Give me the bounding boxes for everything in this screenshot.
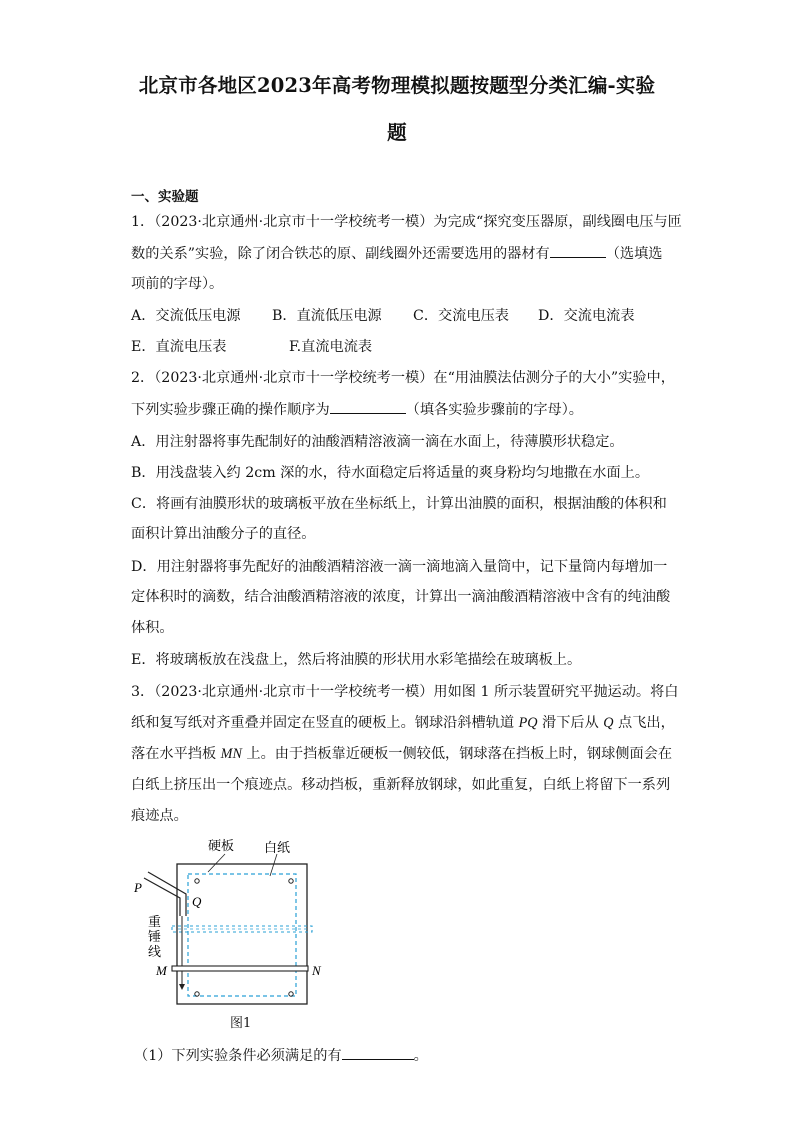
- q1-line-2-tail: （选填选: [605, 246, 663, 262]
- leader-paper: [270, 854, 277, 876]
- var-mn: MN: [220, 746, 242, 762]
- q1-option-f: F.直流电流表: [289, 339, 373, 355]
- q2-line-2-tail: （填各实验步骤前的字母）。: [405, 402, 583, 418]
- title-line-2: 题: [387, 121, 407, 144]
- q2-step-d-line-3: 体积。: [131, 620, 174, 636]
- page-title: [120, 62, 674, 156]
- label-plumb-1: 重: [148, 915, 162, 930]
- title-line-1: 北京市各地区2023年高考物理模拟题按题型分类汇编-实验: [138, 74, 656, 97]
- q3-line-2-c: 点飞出，: [613, 715, 675, 731]
- q3-line-2: [131, 713, 675, 733]
- q1-option-d: D．交流电流表: [538, 308, 635, 324]
- q1-line-1: 1．（2023·北京通州·北京市十一学校统考一模）为完成“探究变压器原，副线圈电压与匝: [131, 214, 682, 230]
- baffle-mn: [172, 966, 308, 971]
- hard-board: [177, 864, 307, 1004]
- q1-answer-blank[interactable]: [550, 243, 606, 258]
- q3-line-2-a: 纸和复写纸对齐重叠并固定在竖直的硬板上。钢球沿斜槽轨道: [131, 715, 519, 731]
- q3-sub-1-blank[interactable]: [342, 1045, 414, 1060]
- q2-step-d-line-1: D．用注射器将事先配好的油酸酒精溶液一滴一滴地滴入量筒中，记下量筒内每增加一: [131, 559, 668, 575]
- incline-track: [144, 878, 180, 916]
- figure-caption: 图1: [230, 1016, 252, 1031]
- q1-line-2: [131, 243, 662, 264]
- label-p: P: [134, 880, 142, 895]
- figure-1-apparatus: [130, 836, 330, 1012]
- q1-option-b: B．直流低压电源: [272, 308, 382, 324]
- section-heading: 一、实验题: [131, 189, 199, 205]
- q1-option-c: C．交流电压表: [413, 308, 509, 324]
- q1-option-e: E．直流电压表: [131, 339, 227, 355]
- white-paper: [188, 874, 296, 996]
- label-plumb-3: 线: [148, 945, 162, 960]
- label-plumb-2: 锤: [148, 930, 162, 945]
- var-q: Q: [603, 715, 614, 731]
- q2-line-2-text: 下列实验步骤正确的操作顺序为: [131, 402, 330, 418]
- q1-option-a: A．交流低压电源: [131, 308, 241, 324]
- q2-step-c-line-2: 面积计算出油酸分子的直径。: [131, 526, 316, 542]
- q2-step-a: A．用注射器将事先配制好的油酸酒精溶液滴一滴在水面上，待薄膜形状稳定。: [131, 434, 624, 450]
- label-q: Q: [192, 894, 202, 909]
- q2-answer-blank[interactable]: [330, 399, 406, 414]
- q2-step-e: E．将玻璃板放在浅盘上，然后将油膜的形状用水彩笔描绘在玻璃板上。: [131, 652, 582, 668]
- q3-sub-1: [134, 1045, 428, 1066]
- q3-sub-1-end: 。: [413, 1048, 428, 1064]
- plumb-bob: [179, 984, 185, 990]
- q3-line-5: 痕迹点。: [131, 808, 188, 824]
- q3-line-1: 3．（2023·北京通州·北京市十一学校统考一模）用如图 1 所示装置研究平抛运动。将白: [131, 684, 679, 700]
- q3-line-4: 白纸上挤压出一个痕迹点。移动挡板，重新释放钢球，如此重复，白纸上将留下一系列: [131, 777, 671, 793]
- q1-line-2-text: 数的关系”实验，除了闭合铁芯的原、副线圈外还需要选用的器材有: [131, 246, 550, 262]
- q2-step-d-line-2: 定体积时的滴数，结合油酸酒精溶液的浓度，计算出一滴油酸酒精溶液中含有的纯油酸: [131, 589, 671, 605]
- var-pq: PQ: [518, 715, 538, 731]
- q3-line-3-a: 落在水平挡板: [131, 746, 221, 762]
- q3-line-3-b: 上。由于挡板靠近硬板一侧较低，钢球落在挡板上时，钢球侧面会在: [241, 746, 673, 762]
- pin-top-right: [289, 879, 293, 883]
- label-white-paper: 白纸: [264, 841, 291, 856]
- leader-board: [208, 854, 225, 872]
- q3-sub-1-text: （1）下列实验条件必须满足的有: [134, 1048, 342, 1064]
- q2-line-2: [131, 399, 583, 420]
- label-m: M: [156, 963, 167, 978]
- label-n: N: [312, 963, 321, 978]
- q2-line-1: 2．（2023·北京通州·北京市十一学校统考一模）在“用油膜法估测分子的大小”实验中，: [131, 370, 675, 386]
- q2-step-c-line-1: C．将画有油膜形状的玻璃板平放在坐标纸上，计算出油膜的面积，根据油酸的体积和: [131, 496, 667, 512]
- q3-line-3: [131, 744, 672, 764]
- q1-line-3: 项前的字母）。: [131, 276, 224, 292]
- q3-line-2-b: 滑下后从: [537, 715, 604, 731]
- label-hard-board: 硬板: [208, 839, 235, 854]
- pin-top-left: [195, 879, 199, 883]
- q2-step-b: B．用浅盘装入约 2cm 深的水，待水面稳定后将适量的爽身粉均匀地撒在水面上。: [131, 465, 650, 481]
